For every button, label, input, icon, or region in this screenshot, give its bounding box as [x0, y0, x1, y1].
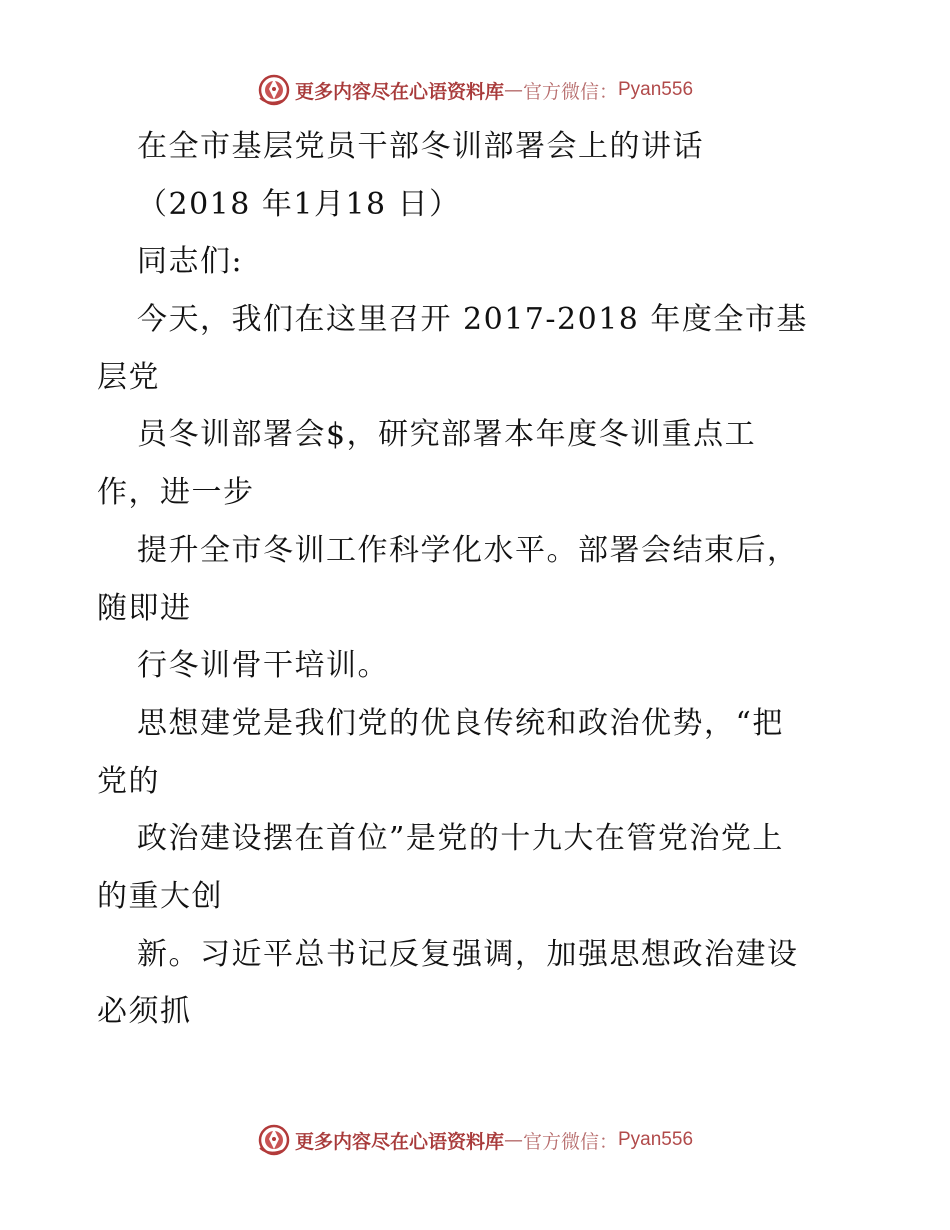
- watermark-wechat-id: Pyan556: [618, 79, 694, 100]
- paragraph-line: 思想建党是我们党的优良传统和政治优势，“把: [137, 705, 784, 741]
- watermark-main-text: 更多内容尽在心语资料库: [294, 80, 504, 103]
- paragraph-line: 层党: [97, 359, 160, 395]
- paragraph-line: 的重大创: [97, 878, 223, 914]
- paragraph-line: 政治建设摆在首位”是党的十九大在管党治党上: [137, 821, 784, 857]
- document-body: [97, 118, 877, 1041]
- watermark-dash: —: [503, 79, 523, 101]
- footer-watermark: [0, 1120, 950, 1160]
- document-date: （2018 年1月18 日）: [137, 186, 461, 222]
- paragraph-line: 必须抓: [97, 994, 192, 1030]
- paragraph-line: 提升全市冬训工作科学化水平。部署会结束后，: [137, 532, 799, 568]
- watermark-official-label: 官方微信：: [522, 80, 618, 103]
- watermark-dash: —: [503, 1129, 523, 1151]
- paragraph-line: 党的: [97, 763, 160, 799]
- paragraph-line: 随即进: [97, 590, 192, 626]
- salutation: 同志们:: [137, 244, 244, 280]
- paragraph-line: 今天，我们在这里召开 2017-2018 年度全市基: [137, 302, 808, 338]
- header-watermark: [0, 70, 950, 110]
- watermark-wechat-id: Pyan556: [618, 1129, 694, 1150]
- pen-nib-seal-icon: [257, 1123, 291, 1157]
- pen-nib-seal-icon: [257, 73, 291, 107]
- paragraph-line: 作，进一步: [97, 475, 255, 511]
- watermark-main-text: 更多内容尽在心语资料库: [294, 1130, 504, 1153]
- paragraph-line: 行冬训骨干培训。: [137, 648, 389, 684]
- paragraph-line: 新。习近平总书记反复强调，加强思想政治建设: [137, 936, 799, 972]
- document-title: 在全市基层党员干部冬训部署会上的讲话: [137, 129, 704, 164]
- watermark-official-label: 官方微信：: [522, 1130, 618, 1153]
- paragraph-line: 员冬训部署会$，研究部署本年度冬训重点工: [137, 417, 757, 453]
